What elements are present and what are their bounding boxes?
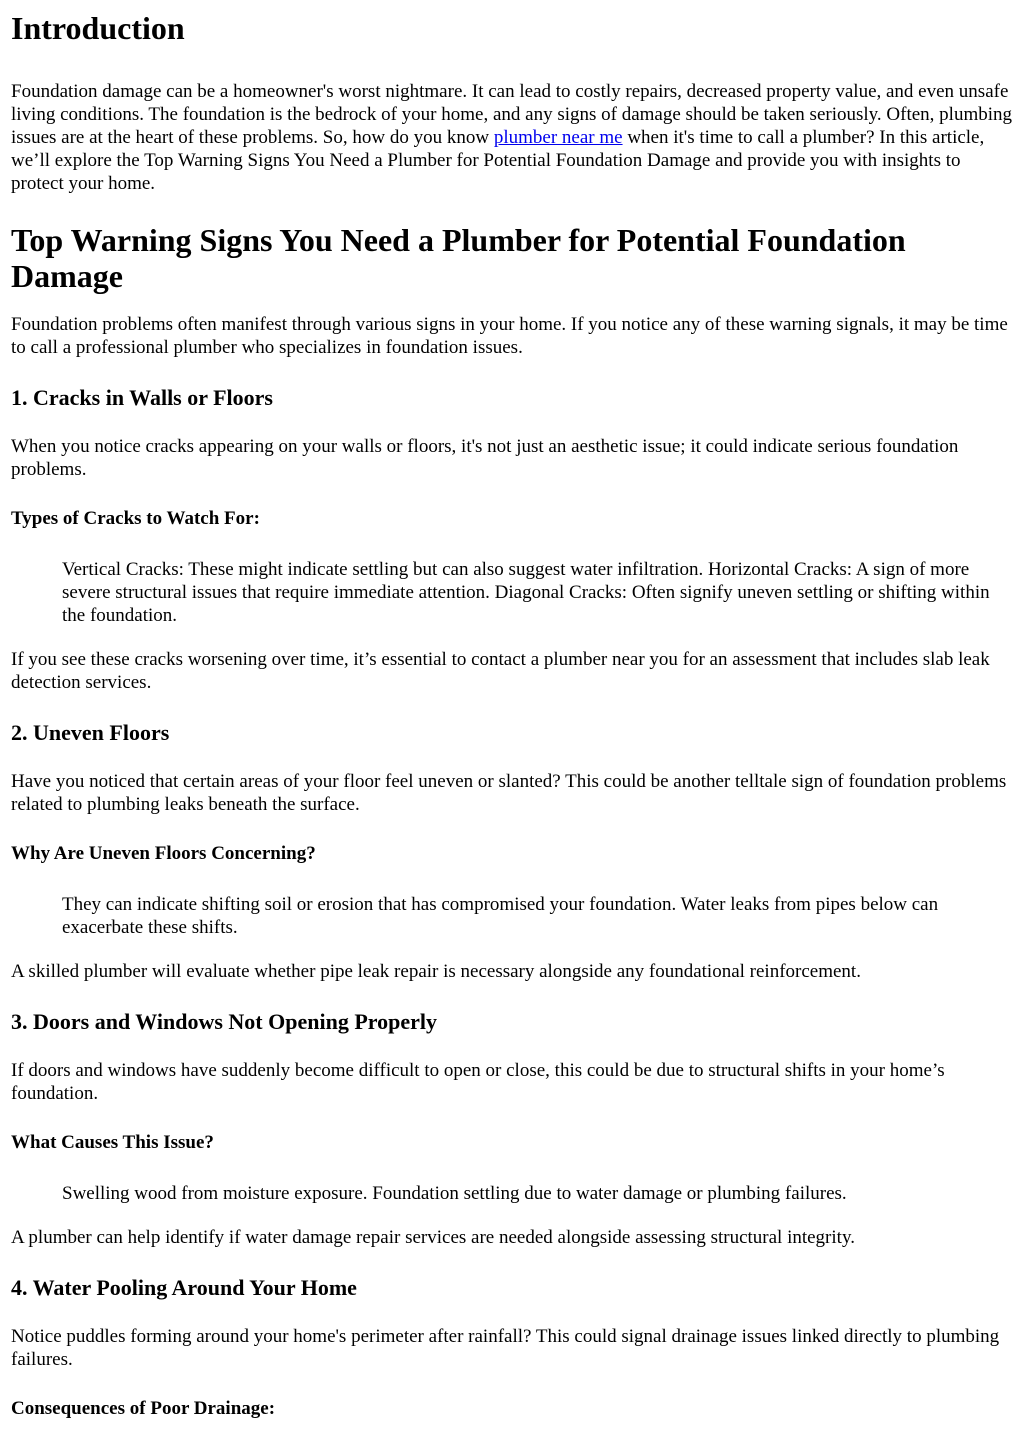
section-2-paragraph: Have you noticed that certain areas of your floor feel uneven or slanted? This could be another telltale sign of foundation problems related to plumbing leaks beneath the surface. xyxy=(11,771,1007,815)
intro-text-before-link: Foundation damage can be a homeowner's worst nightmare. It can lead to costly repairs, decreased property value, and even unsafe living conditions. The foundation is the bedrock of your home, and any signs of damage should be taken seriously. Often, plumbing issues are at the heart of these problems. So, how do you know xyxy=(11,81,1013,148)
section-2-heading: 2. Uneven Floors xyxy=(11,720,170,745)
section-4-paragraph: Notice puddles forming around your home's perimeter after rainfall? This could signal drainage issues linked directly to plumbing failures. xyxy=(11,1326,1000,1370)
section-4-heading: 4. Water Pooling Around Your Home xyxy=(11,1275,357,1300)
section-1-heading: 1. Cracks in Walls or Floors xyxy=(11,385,273,410)
section-1-quote: Vertical Cracks: These might indicate settling but can also suggest water infiltration. Horizontal Cracks: A sign of more severe structural issues that require immediate attention. Diagonal Cracks: Often signify uneven settling or shifting within the foundation. xyxy=(62,559,990,626)
section-1-subheading: Types of Cracks to Watch For: xyxy=(11,508,260,529)
intro-text-after-link: when it's time to call a plumber? In this article, we’ll explore the Top Warning Signs You Need a Plumber for Potential Foundation Damage and provide you with insights to protect your home. xyxy=(11,127,985,194)
section-1-paragraph: When you notice cracks appearing on your walls or floors, it's not just an aesthetic issue; it could indicate serious foundation problems. xyxy=(11,436,959,480)
plumber-near-me-link[interactable]: plumber near me xyxy=(493,127,623,148)
main-heading: Top Warning Signs You Need a Plumber for Potential Foundation Damage xyxy=(11,222,906,294)
section-2-subheading: Why Are Uneven Floors Concerning? xyxy=(11,843,316,864)
section-4-subheading: Consequences of Poor Drainage: xyxy=(11,1398,276,1419)
article xyxy=(0,10,1024,1420)
section-1-closing: If you see these cracks worsening over time, it’s essential to contact a plumber near you for an assessment that includes slab leak detection services. xyxy=(11,649,990,693)
section-2-closing: A skilled plumber will evaluate whether pipe leak repair is necessary alongside any foundational reinforcement. xyxy=(11,961,861,982)
section-3-quote: Swelling wood from moisture exposure. Foundation settling due to water damage or plumbing failures. xyxy=(62,1183,847,1204)
intro-paragraph xyxy=(11,80,1013,195)
section-3-paragraph: If doors and windows have suddenly become difficult to open or close, this could be due to structural shifts in your home’s foundation. xyxy=(11,1060,945,1104)
section-3-heading: 3. Doors and Windows Not Opening Properly xyxy=(11,1009,438,1034)
main-paragraph: Foundation problems often manifest through various signs in your home. If you notice any of these warning signals, it may be time to call a professional plumber who specializes in foundation issues. xyxy=(11,314,1008,358)
section-3-subheading: What Causes This Issue? xyxy=(11,1132,214,1153)
intro-heading: Introduction xyxy=(11,10,185,46)
section-2-quote: They can indicate shifting soil or erosion that has compromised your foundation. Water leaks from pipes below can exacerbate these shifts. xyxy=(62,894,939,938)
section-3-closing: A plumber can help identify if water damage repair services are needed alongside assessing structural integrity. xyxy=(11,1227,855,1248)
